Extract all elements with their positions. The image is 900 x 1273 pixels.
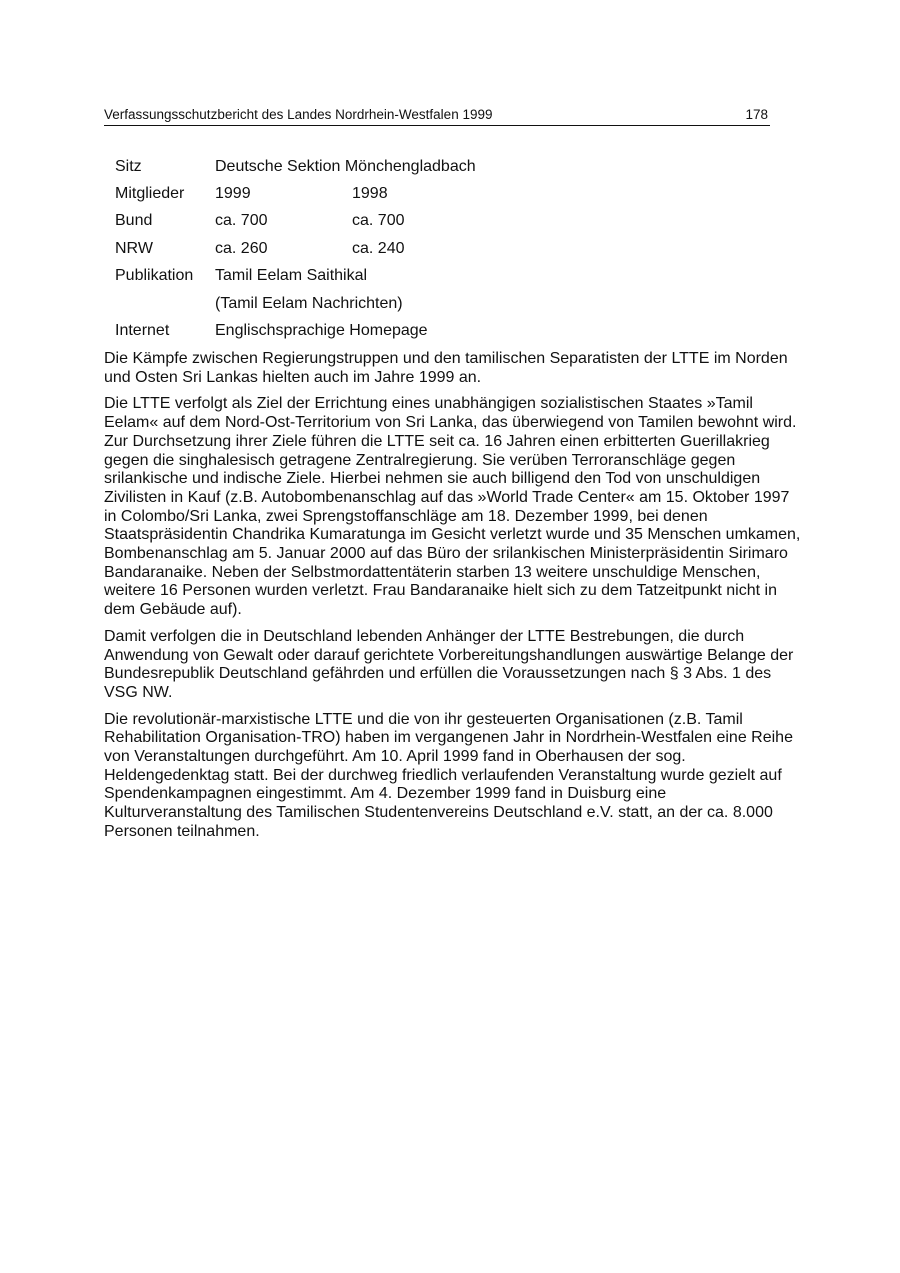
header-title: Verfassungsschutzbericht des Landes Nordrhein-Westfalen 1999 (104, 107, 493, 122)
facts-label (104, 290, 215, 317)
facts-value-1998: 1998 (352, 185, 388, 203)
facts-label: Publikation (115, 267, 194, 285)
facts-value-1999: ca. 260 (215, 239, 268, 257)
facts-value-1999: ca. 700 (215, 212, 268, 230)
facts-value-1998: ca. 240 (352, 239, 405, 257)
facts-label: Mitglieder (115, 185, 185, 203)
facts-table (104, 153, 492, 345)
facts-row (104, 180, 492, 207)
facts-label: Bund (115, 212, 153, 230)
facts-row (104, 208, 492, 235)
facts-label: Internet (115, 322, 170, 340)
page-number: 178 (745, 107, 768, 122)
body-text (104, 350, 804, 850)
facts-row (104, 153, 492, 180)
facts-value: Englischsprachige Homepage (215, 322, 428, 340)
facts-value-1998: ca. 700 (352, 212, 405, 230)
paragraph: Die revolutionär-marxistische LTTE und die von ihr gesteuerten Organisationen (z.B. Tamil Rehabilitation Organisation-TRO) haben im vergangenen Jahr in Nordrhein-Westfalen eine Reihe von Veranstaltungen durchgeführt. Am 10. April 1999 fand in Oberhausen der sog. Heldengedenktag statt. Bei der durchweg friedlich verlaufenden Veranstaltung wurde gezielt auf Spendenkampagnen eingestimmt. Am 4. Dezember 1999 fand in Duisburg eine Kulturveranstaltung des Tamilischen Studentenvereins Deutschland e.V. statt, an der ca. 8.000 Personen teilnahmen. (104, 710, 793, 840)
facts-row (104, 263, 492, 290)
facts-row (104, 235, 492, 262)
paragraph: Die LTTE verfolgt als Ziel der Errichtung eines unabhängigen sozialistischen Staates »Tamil Eelam« auf dem Nord-Ost-Territorium von Sri Lanka, das überwiegend von Tamilen bewohnt wird. Zur Durchsetzung ihrer Ziele führen die LTTE seit ca. 16 Jahren einen erbitterten Guerillakrieg gegen die singhalesisch getragene Zentralregierung. Sie verüben Terroranschläge gegen srilankische und indische Ziele. Hierbei nehmen sie auch billigend den Tod von unschuldigen Zivilisten in Kauf (z.B. Autobombenanschlag auf das »World Trade Center« am 15. Oktober 1997 in Colombo/Sri Lanka, zwei Sprengstoffanschläge am 18. Dezember 1999, bei denen Staatspräsidentin Chandrika Kumaratunga im Gesicht verletzt wurde und 35 Menschen umkamen, Bombenanschlag am 5. Januar 2000 auf das Büro der srilankischen Ministerpräsidentin Sirimaro Bandaranaike. Neben der Selbstmordattentäterin starben 13 weitere unschuldige Menschen, weitere 16 Personen wurden verletzt. Frau Bandaranaike hielt sich zu dem Tatzeitpunkt nicht in dem Gebäude auf). (104, 395, 801, 619)
paragraph: Damit verfolgen die in Deutschland lebenden Anhänger der LTTE Bestrebungen, die durch Anwendung von Gewalt oder darauf gerichtete Vorbereitungshandlungen auswärtige Belange der Bundesrepublik Deutschland gefährden und erfüllen die Voraussetzungen nach § 3 Abs. 1 des VSG NW. (104, 627, 794, 701)
facts-label: NRW (115, 239, 153, 257)
page-header (104, 107, 770, 126)
facts-label: Sitz (115, 157, 142, 175)
facts-value-1999: 1999 (215, 185, 251, 203)
facts-value: Deutsche Sektion Mönchengladbach (215, 157, 476, 175)
facts-row (104, 317, 492, 344)
facts-row (104, 290, 492, 317)
paragraph: Die Kämpfe zwischen Regierungstruppen und den tamilischen Separatisten der LTTE im Norden und Osten Sri Lankas hielten auch im Jahre 1999 an. (104, 350, 788, 386)
facts-value: (Tamil Eelam Nachrichten) (215, 294, 403, 312)
facts-value: Tamil Eelam Saithikal (215, 267, 368, 285)
